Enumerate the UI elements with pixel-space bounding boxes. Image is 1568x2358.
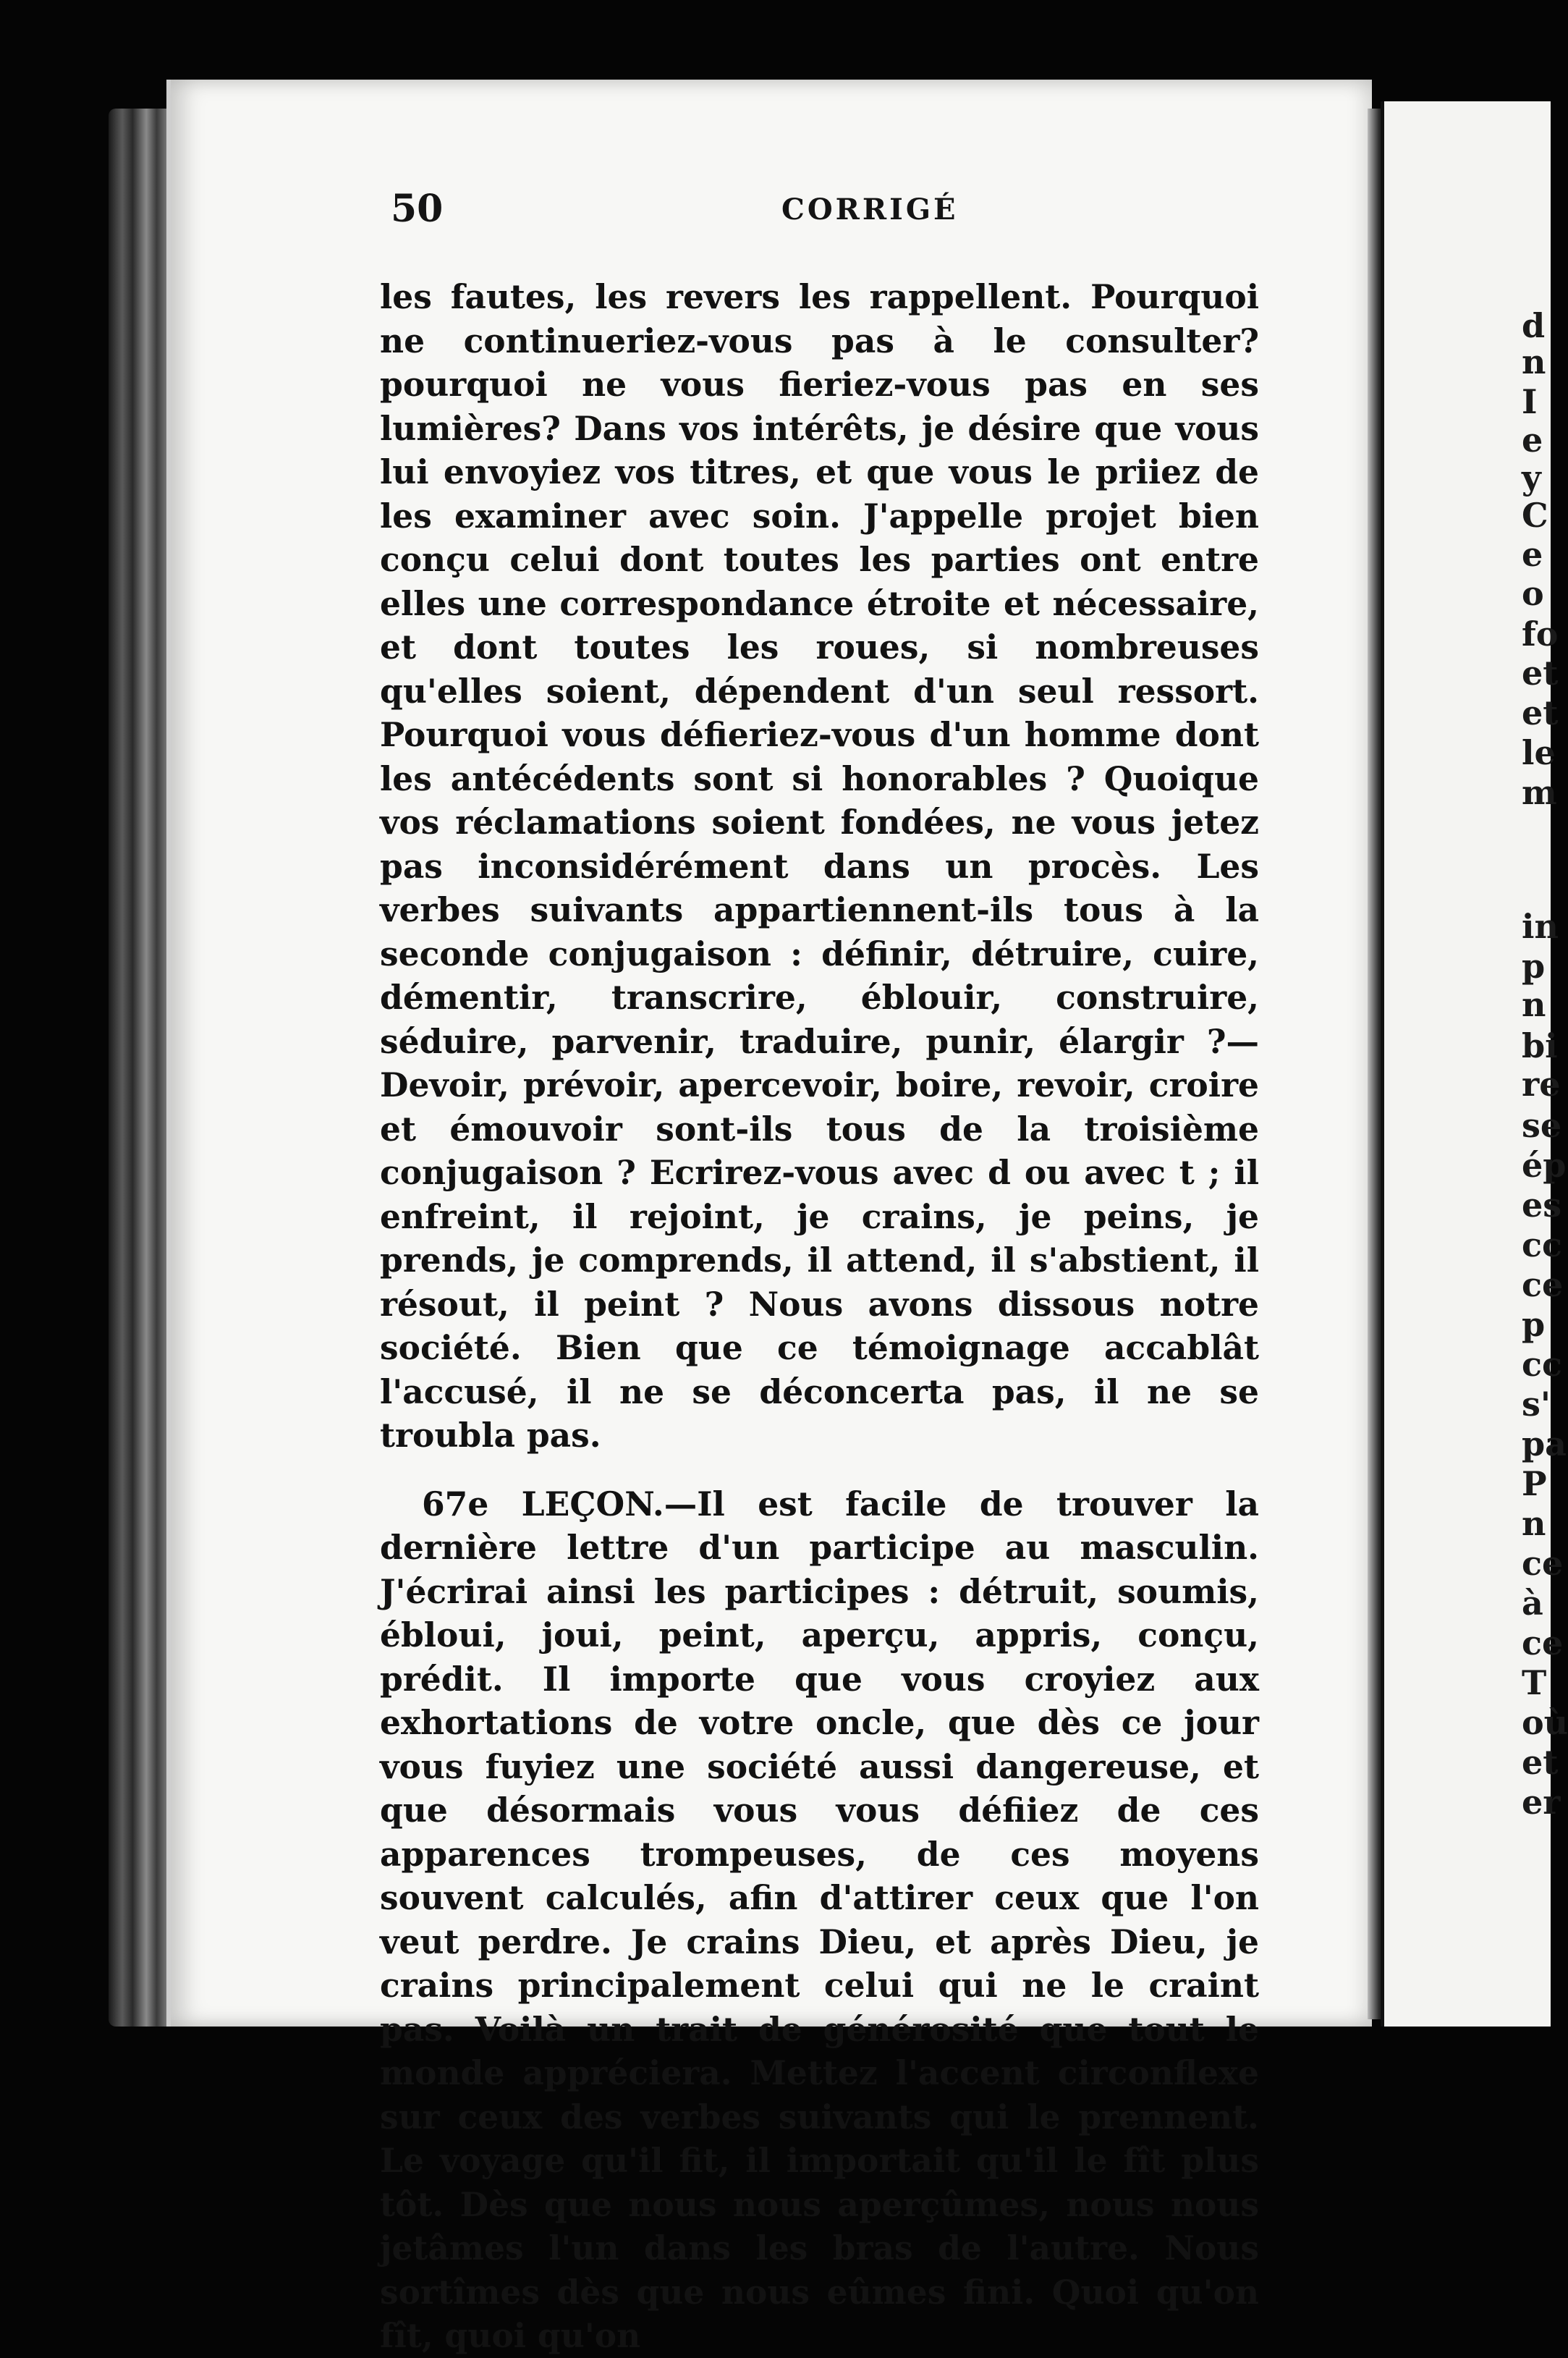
facing-page-fragment: et	[1522, 1743, 1559, 1782]
facing-page-fragment: C	[1522, 496, 1548, 535]
facing-page-fragment: m	[1522, 773, 1557, 812]
facing-page-fragment: p	[1522, 947, 1546, 986]
facing-page-fragment: cc	[1522, 1345, 1563, 1384]
facing-page-fragment: ce	[1522, 1544, 1564, 1583]
facing-page-fragment: à	[1522, 1584, 1543, 1623]
facing-page-fragment: s'	[1522, 1385, 1551, 1424]
facing-page-fragment: in	[1522, 907, 1559, 946]
facing-page-fragment: et	[1522, 654, 1559, 693]
facing-page-fragment: p	[1522, 1305, 1546, 1344]
facing-page-fragment: où	[1522, 1703, 1568, 1742]
facing-page-fragment: et	[1522, 693, 1559, 732]
facing-page-fragment: n	[1522, 342, 1546, 381]
facing-page-fragment: se	[1522, 1106, 1562, 1145]
page-header	[217, 187, 1259, 245]
facing-page-fragment: ce	[1522, 1265, 1564, 1304]
facing-page-fragment: ép	[1522, 1146, 1567, 1185]
paragraph-lesson-67: 67e LEÇON.—Il est facile de trouver la dernière lettre d'un participe au masculin. J'écrirai ainsi les participes : détruit, soumis, ébloui, joui, peint, aperçu, appris, conçu, prédit. Il importe que vous croyiez aux exhortations de votre oncle, que dès ce jour vous fuyiez une société aussi dangereuse, et que désormais vous vous défiiez de ces apparences trompeuses, de ces moyens souvent calculés, afin d'attirer ceux que l'on veut perdre. Je crains Dieu, et après Dieu, je crains principalement celui qui ne le craint pas. Voilà un trait de générosité que tout le monde appréciera. Mettez l'accent circonflexe sur ceux des verbes suivants qui le prennent. Le voyage qu'il fit, il importait qu'il le fît plus tôt. Dès que nous nous aperçûmes, nous nous jetâmes l'un dans les bras de l'autre. Nous sortîmes dès que nous eûmes fini. Quoi qu'on fît, quoi qu'on	[380, 1484, 1259, 2355]
facing-page-fragment: d	[1522, 306, 1546, 345]
facing-page-fragment: fo	[1522, 614, 1559, 654]
paragraph-continuation: les fautes, les revers les rappellent. Pourquoi ne continueriez-vous pas à le consulter? pourquoi ne vous fieriez-vous pas en ses lumières? Dans vos intérêts, je désire que vous lui envoyiez vos titres, et que vous le priiez de les examiner avec soin. J'appelle projet bien conçu celui dont toutes les parties ont entre elles une correspondance étroite et nécessaire, et dont toutes les roues, si nombreuses qu'elles soient, dépendent d'un seul ressort. Pourquoi vous défieriez-vous d'un homme dont les antécédents sont si honorables ? Quoique vos réclamations soient fondées, ne vous jetez pas inconsidérément dans un procès. Les verbes suivants appartiennent-ils tous à la seconde conjugaison : définir, détruire, cuire, démentir, transcrire, éblouir, construire, séduire, parvenir, traduire, punir, élargir ?—Devoir, prévoir, apercevoir, boire, revoir, croire et émouvoir sont-ils tous de la troisième conjugaison ? Ecrirez-vous avec d ou avec t ; il enfreint, il rejoint, je crains, je peins, je prends, je comprends, il attend, il s'abstient, il résout, il peint ? Nous avons dissous notre société. Bien que ce témoignage accablât l'accusé, il ne se déconcerta pas, il ne se troubla pas.	[380, 277, 1259, 1455]
facing-page-fragment: P	[1522, 1464, 1547, 1503]
facing-page-fragment: I	[1522, 382, 1538, 421]
page-number: 50	[391, 187, 444, 231]
facing-page	[1381, 101, 1568, 2027]
facing-page-fragment: n	[1522, 1504, 1546, 1543]
facing-page-fragment: le	[1522, 733, 1556, 772]
facing-page-fragment: T	[1522, 1663, 1547, 1702]
facing-page-fragment: e	[1522, 535, 1543, 574]
running-title: CORRIGÉ	[781, 193, 959, 227]
facing-page-fragment: n	[1522, 985, 1546, 1024]
facing-page-fragment: y	[1522, 458, 1541, 497]
facing-page-fragment: es	[1522, 1186, 1562, 1225]
facing-page-fragment: er	[1522, 1783, 1561, 1822]
facing-page-fragment: bi	[1522, 1026, 1558, 1065]
page-body	[380, 275, 1259, 2358]
facing-page-fragment: o	[1522, 574, 1544, 613]
facing-page-fragment: cc	[1522, 1225, 1563, 1264]
facing-page-fragment: e	[1522, 421, 1543, 460]
facing-page-fragment: pa	[1522, 1424, 1567, 1463]
facing-page-fragment: re	[1522, 1065, 1561, 1104]
facing-page-fragment: ce	[1522, 1623, 1564, 1662]
